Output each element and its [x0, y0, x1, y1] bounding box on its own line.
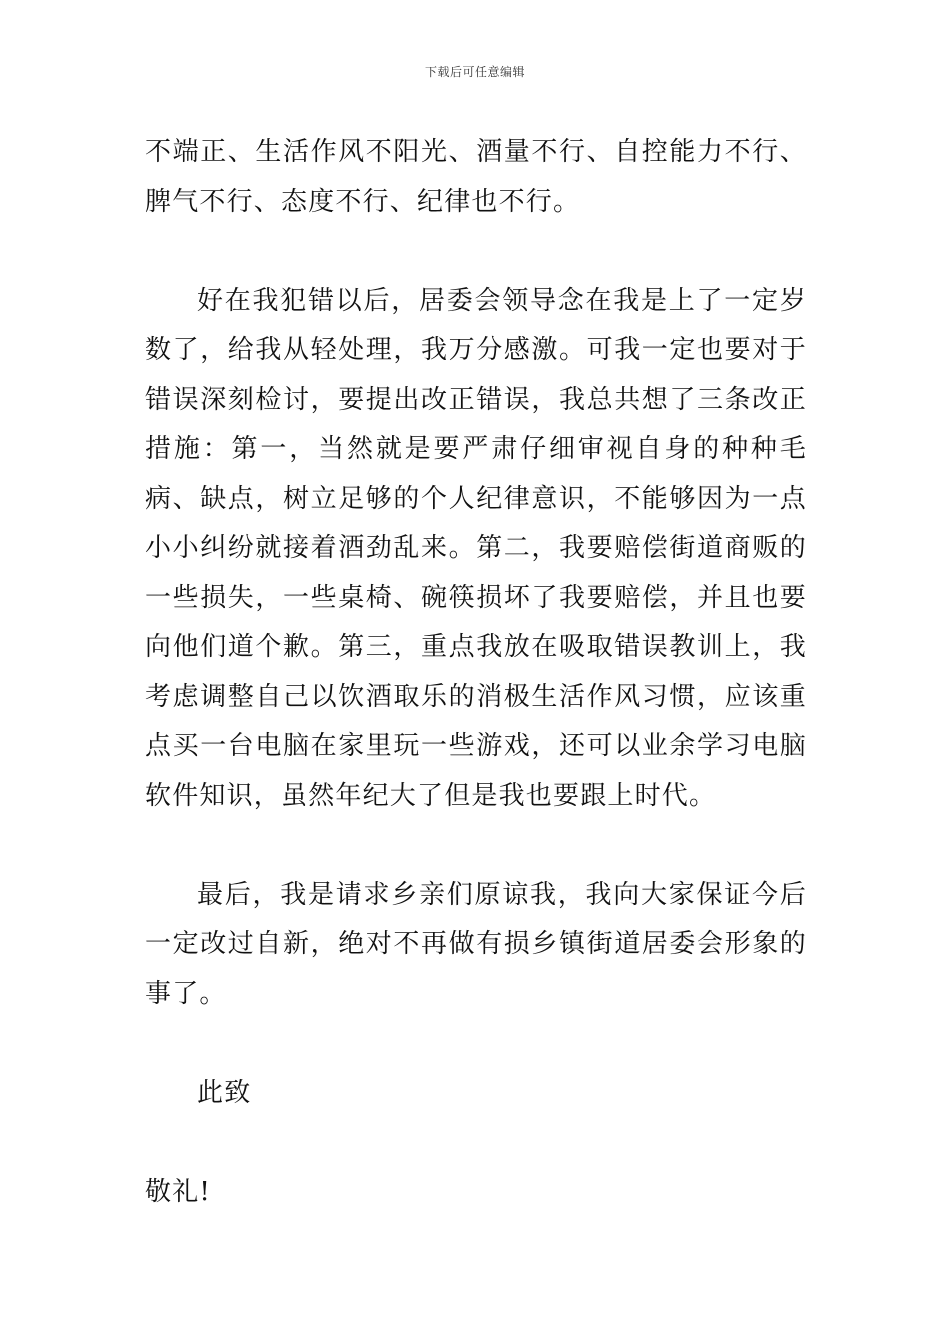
paragraph-correction-measures: 好在我犯错以后，居委会领导念在我是上了一定岁数了，给我从轻处理，我万分感激。可我一定也要对于错误深刻检讨，要提出改正错误，我总共想了三条改正措施：第一，当然就是要严肃仔细审视自身的种种毛病、缺点，树立足够的个人纪律意识，不能够因为一点小小纠纷就接着酒劲乱来。第二，我要赔偿街道商贩的一些损失，一些桌椅、碗筷损坏了我要赔偿，并且也要向他们道个歉。第三，重点我放在吸取错误教训上，我考虑调整自己以饮酒取乐的消极生活作风习惯，应该重点买一台电脑在家里玩一些游戏，还可以业余学习电脑软件知识，虽然年纪大了但是我也要跟上时代。 [145, 285, 807, 811]
letter-body [145, 128, 807, 1217]
paragraph-gap [145, 821, 807, 871]
paragraph-apology: 最后，我是请求乡亲们原谅我，我向大家保证今后一定改过自新，绝对不再做有损乡镇街道居委会形象的事了。 [145, 879, 807, 1009]
paragraph-gap [145, 1118, 807, 1168]
closing-phrase: 此致 [197, 1077, 252, 1108]
page-header: 下载后可任意编辑 [424, 65, 525, 79]
paragraph-gap [145, 227, 807, 277]
salutation: 敬礼! [145, 1176, 212, 1207]
paragraph-continued: 不端正、生活作风不阳光、酒量不行、自控能力不行、脾气不行、态度不行、纪律也不行。 [145, 137, 807, 217]
paragraph-gap [145, 1019, 807, 1069]
